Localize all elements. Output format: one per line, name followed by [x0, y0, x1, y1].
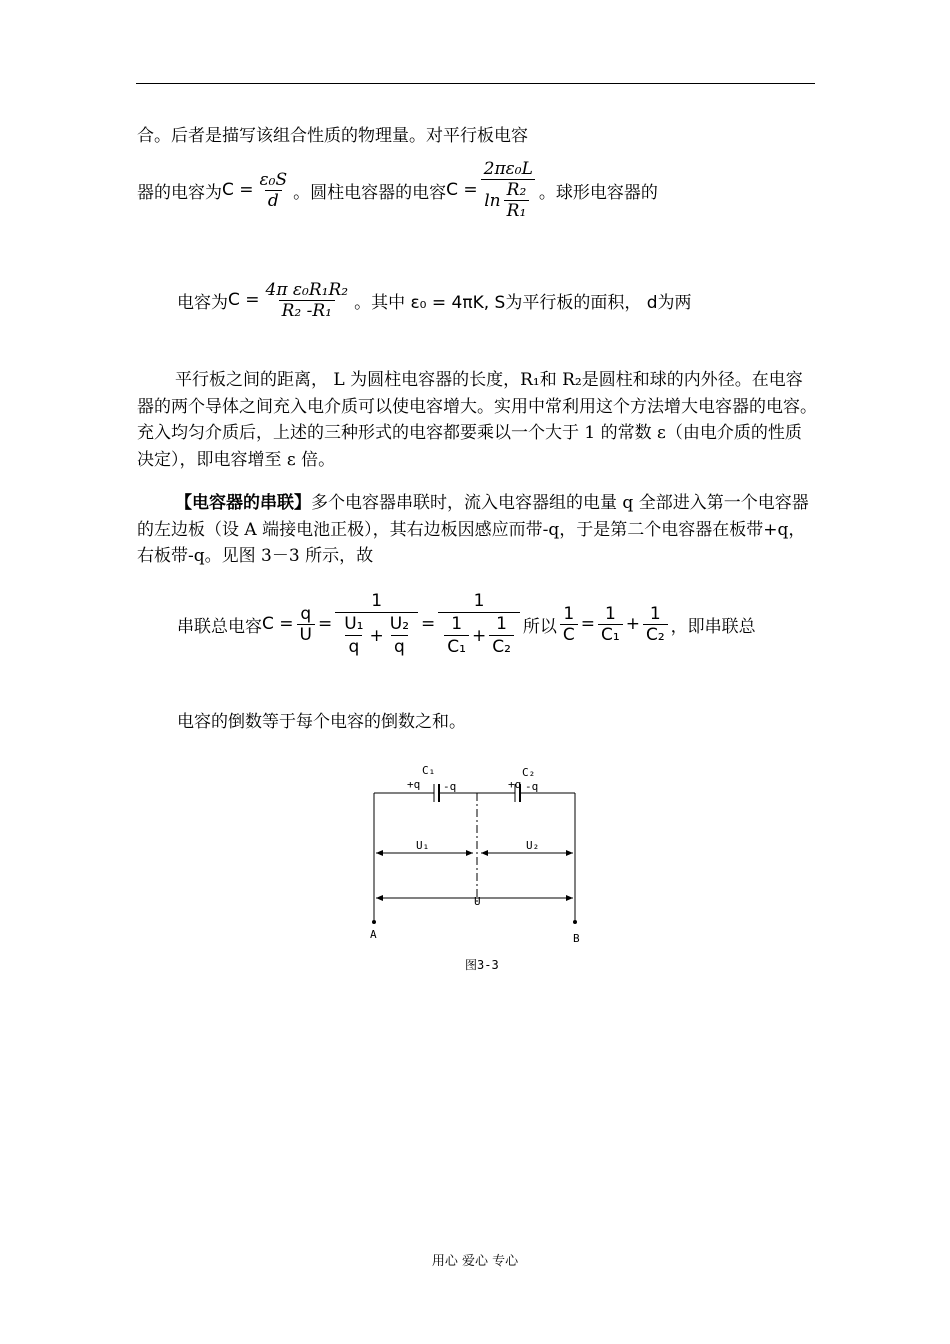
label-plus-q1: +q	[407, 778, 421, 791]
plus-sign: +	[369, 625, 384, 646]
fraction-numerator: 1	[496, 614, 507, 634]
eq2-c: C =	[228, 290, 260, 310]
fraction-denominator: C₁	[444, 635, 469, 658]
fraction-denominator: C₂	[489, 635, 514, 658]
label-c1: C₁	[422, 764, 436, 777]
fraction-voltage-sum	[335, 590, 418, 658]
label-plus-q2: +q	[508, 778, 522, 791]
eq1-text-3: 。球形电容器的	[538, 182, 658, 203]
page-footer: 用心 爱心 专心	[431, 1254, 519, 1269]
fraction-denominator: C	[560, 624, 578, 645]
eq3-text-2: 所以	[522, 616, 557, 637]
eq3-text-3: ，即串联总	[670, 616, 756, 637]
eq1-c2: C =	[446, 180, 478, 200]
fraction-denominator: q	[345, 635, 362, 658]
fraction-1-c1	[444, 613, 469, 658]
fraction-1-c2	[489, 613, 514, 658]
eq1-c: C =	[222, 180, 254, 200]
fraction-denominator: d	[265, 190, 282, 211]
fraction-numerator: U₁	[344, 614, 364, 634]
equation-series	[177, 582, 756, 666]
header-rule	[136, 83, 815, 84]
ln-label: ln	[484, 190, 501, 211]
eq3-text-1: 串联总电容	[177, 616, 262, 637]
plus-sign: +	[625, 614, 640, 634]
label-u2: U₂	[526, 839, 540, 852]
equals-sign: =	[421, 614, 436, 634]
label-a: A	[370, 928, 377, 941]
cylinder-capacitance-fraction	[481, 159, 536, 221]
sphere-capacitance-fraction	[263, 280, 352, 321]
fraction-denominator	[481, 179, 535, 221]
equals-sign: =	[317, 614, 333, 634]
paragraph-series	[137, 490, 817, 570]
paragraph-body: 多个电容器串联时，流入电容器组的电量 q 全部进入第一个电容器的左边板（设 A 端接电池正极），其右边板因感应而带-q，于是第二个电容器在板带+q，右板带-q。见图 3－3 所示，故	[137, 493, 809, 566]
fraction-denominator: R₁	[504, 200, 530, 221]
label-c2: C₂	[522, 766, 536, 779]
radius-ratio-fraction	[504, 180, 530, 221]
fraction-denominator: U	[297, 624, 315, 645]
label-u1: U₁	[416, 839, 430, 852]
fraction-capacitance-sum	[438, 590, 520, 658]
label-u: U	[474, 895, 481, 908]
label-b: B	[573, 932, 580, 945]
fraction-numerator: 4π ε₀R₁R₂	[265, 279, 349, 300]
label-minus-q1: -q	[443, 780, 457, 793]
fraction-numerator: q	[300, 603, 312, 624]
equals-sign: =	[580, 614, 596, 634]
fraction-numerator: 1	[649, 603, 661, 624]
figure-caption: 图3-3	[465, 958, 499, 972]
label-minus-q2: -q	[525, 780, 539, 793]
equation-parallel-cylinder	[137, 150, 658, 230]
terminal-a	[372, 920, 376, 924]
eq1-text-2: 。圆柱电容器的电容	[293, 182, 447, 203]
terminal-b	[573, 920, 577, 924]
fraction-1-c2-result	[643, 604, 668, 645]
fraction-1-c	[560, 604, 578, 645]
fraction-denominator: R₂ -R₁	[279, 300, 335, 321]
fraction-denominator	[438, 612, 520, 658]
fraction-u2-q	[387, 613, 412, 658]
eq3-c: C =	[262, 614, 294, 634]
series-capacitor-diagram	[360, 760, 590, 980]
eq2-text-2: 。其中 ε₀ = 4πK, S为平行板的面积， d为两	[354, 292, 692, 313]
paragraph-dielectric: 平行板之间的距离， L 为圆柱电容器的长度，R₁和 R₂是圆柱和球的内外径。在电容器的两个导体之间充入电介质可以使电容增大。实用中常利用这个方法增大电容器的电容。充入均匀介质后，上述的三种形式的电容都要乘以一个大于 1 的常数 ε（由电介质的性质决定），即电容增至 ε 倍。	[137, 370, 817, 470]
fraction-denominator: C₂	[643, 624, 668, 645]
section-heading: 【电容器的串联】	[175, 493, 311, 513]
parallel-capacitance-fraction	[257, 170, 291, 211]
eq1-text-1: 器的电容为	[137, 182, 222, 203]
fraction-u1-q	[341, 613, 366, 658]
fraction-1-c1-result	[598, 604, 623, 645]
fraction-denominator	[335, 612, 418, 658]
fraction-numerator: 1	[451, 614, 463, 634]
fraction-numerator: 1	[473, 591, 485, 611]
fraction-numerator: U₂	[389, 614, 410, 634]
equation-sphere	[177, 275, 692, 325]
fraction-numerator: 1	[563, 603, 575, 624]
reciprocal-sum-line: 电容的倒数等于每个电容的倒数之和。	[177, 712, 466, 732]
plus-sign: +	[471, 625, 487, 646]
fraction-numerator: 1	[604, 603, 616, 624]
eq2-text-1: 电容为	[177, 292, 228, 313]
fraction-numerator: 1	[371, 591, 383, 611]
intro-line: 合。后者是描写该组合性质的物理量。对平行板电容	[137, 126, 528, 146]
fraction-numerator: 2πε₀L	[483, 159, 533, 179]
fraction-denominator: q	[391, 635, 408, 658]
fraction-denominator: C₁	[598, 624, 623, 645]
fraction-q-over-u	[297, 604, 315, 645]
fraction-numerator: R₂	[506, 180, 527, 200]
fraction-numerator: ε₀S	[259, 169, 288, 190]
